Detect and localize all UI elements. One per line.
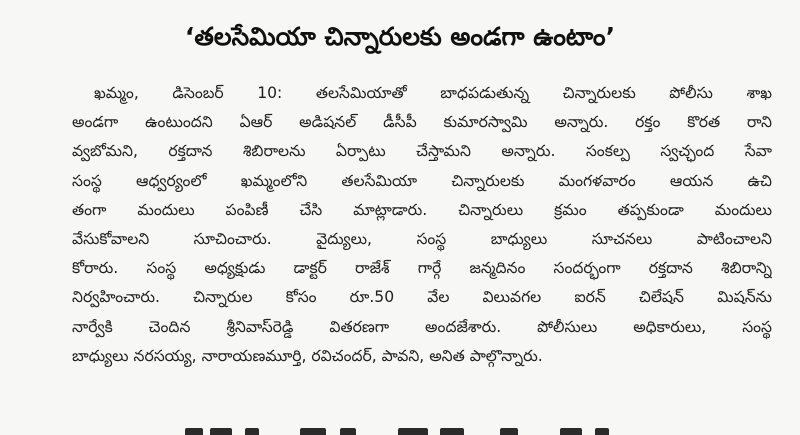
article-body (72, 79, 772, 371)
article-line: వ్వబోమని, రక్తదాన శిబిరాలను ఏర్పాటు చేస్తామని అన్నారు. సంకల్ప స్వచ్ఛంద సేవా (72, 142, 772, 161)
article-line: నిర్వహించారు. చిన్నారుల కోసం రూ.50 వేల విలువగల ఐరన్ చిలేషన్ మిషన్‌ను (72, 288, 772, 307)
article-line: బాధ్యులు నరసయ్య, నారాయణమూర్తి, రవిచందర్, పావని, అనిత పాల్గొన్నారు. (72, 346, 543, 365)
article-line: నార్వేకి చెందిన శ్రీనివాస్‌రెడ్డి వితరణగా అందజేశారు. పోలీసులు అధికారులు, సంస్థ (72, 317, 772, 336)
article-line: ఖమ్మం, డిసెంబర్ 10: తలసేమియాతో బాధపడుతున్న చిన్నారులకు పోలీసు శాఖ (94, 84, 772, 102)
article-line: కోరారు. సంస్థ అధ్యక్షుడు డాక్టర్ రాజేశ్ గార్గే జన్మదినం సందర్భంగా రక్తదాన శిబిరాన్ని (72, 259, 772, 278)
headline: ‘తలసేమియా చిన్నారులకు అండగా ఉంటాం’ (184, 22, 616, 51)
article-line: అండగా ఉంటుందని ఏఆర్ అడిషనల్ డీసీపీ కుమారస్వామి అన్నారు. రక్తం కొరత రాని (72, 113, 772, 132)
cropped-previous-text (28, 0, 768, 12)
article-line: సంస్థ ఆధ్వర్యంలో ఖమ్మంలోని తలసేమియా చిన్నారులకు మంగళవారం ఆయన ఉచి (72, 171, 772, 190)
article-line: తంగా మందులు పంపిణీ చేసి మాట్లాడారు. చిన్నారులు క్రమం తప్పకుండా మందులు (72, 200, 772, 219)
article-line: వేసుకోవాలని సూచించారు. వైద్యులు, సంస్థ బాధ్యులు సూచనలు పాటించాలని (72, 229, 772, 248)
cropped-next-headline (0, 424, 800, 435)
